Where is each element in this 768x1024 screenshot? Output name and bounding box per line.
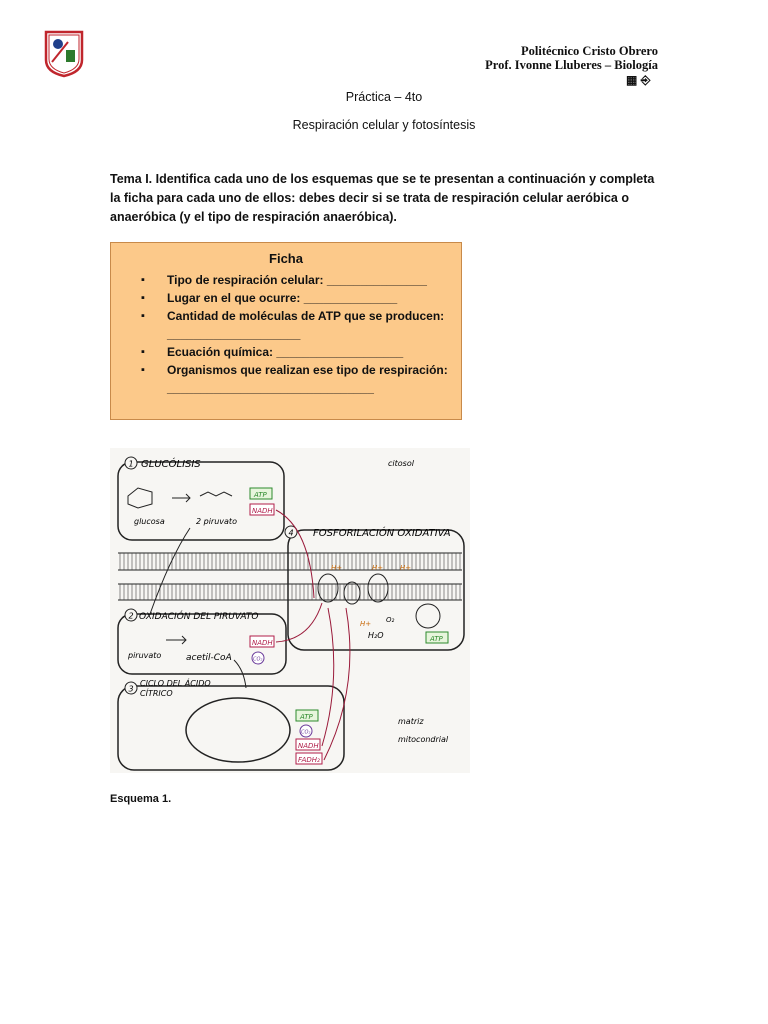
step-number-1: 1 [128,459,134,469]
krebs-label-line2: CÍTRICO [140,689,173,698]
teacher-name: Prof. Ivonne Lluberes – Biología [485,58,658,72]
cytosol-label: citosol [388,459,414,468]
ficha-item: ▪ Ecuación química: ___________________ [141,343,451,361]
pyruvate-label: piruvato [128,651,162,660]
nadh-badge: NADH [252,507,273,515]
matrix-label-line2: mitocondrial [398,735,449,744]
fadh2-badge: FADH₂ [298,756,320,764]
glucose-label: glucosa [134,517,165,526]
proton-label: H+ [372,564,384,572]
step-number-2: 2 [128,611,134,621]
atp-badge: ATP [254,491,267,499]
krebs-label-line1: CICLO DEL ÁCIDO [140,679,211,688]
glycolysis-label: GLUCÓLISIS [141,459,201,470]
ficha-item: ▪ Organismos que realizan ese tipo de respiración: _______________________________ [141,361,451,397]
school-logo [44,30,84,78]
pyruvate-oxidation-label: OXIDACIÓN DEL PIRUVATO [139,612,259,622]
oxphos-label: FOSFORILACIÓN OXIDATIVA [313,528,451,539]
proton-label: H+ [331,564,343,572]
microscope-icon: ⎆ [640,73,651,87]
ficha-box [110,242,462,420]
atp-badge: ATP [300,713,313,721]
step-number-4: 4 [288,528,294,538]
diagram-caption: Esquema 1. [110,793,172,805]
nadh-badge: NADH [252,639,273,647]
step-number-3: 3 [128,684,134,694]
respiration-diagram [110,448,470,773]
school-name: Politécnico Cristo Obrero [520,44,658,58]
matrix-label-line1: matriz [398,717,424,726]
ficha-item: ▪ Tipo de respiración celular: _______________ [141,271,451,289]
ficha-item: ▪ Lugar en el que ocurre: ______________ [141,289,451,307]
h2o-label: H₂O [368,631,384,640]
ficha-title: Ficha [269,251,303,266]
nadh-badge: NADH [298,742,319,750]
header-icons [626,73,650,88]
proton-label: H+ [400,564,412,572]
o2-label: O₂ [386,616,395,624]
co2-badge: CO₂ [301,729,311,736]
atp-badge: ATP [430,635,443,643]
co2-badge: CO₂ [253,656,263,663]
ficha-list [141,271,451,397]
school-header [485,44,658,72]
topic-title: Respiración celular y fotosíntesis [292,118,476,132]
proton-label: H+ [360,620,372,628]
practice-title: Práctica – 4to [345,90,423,104]
acetylcoa-label: acetil-CoA [186,653,232,663]
pyruvate2-label: 2 piruvato [196,517,237,526]
books-icon: ▦ [626,73,638,87]
tema-instructions: Tema I. Identifica cada uno de los esquemas que se te presentan a continuación y completa la ficha para cada uno de ellos: debes decir si se trata de respiración celular aeróbica o anaeróbica (y el tipo de respiración anaeróbica). [110,172,655,224]
ficha-item: ▪ Cantidad de moléculas de ATP que se producen: ____________________ [141,307,451,343]
